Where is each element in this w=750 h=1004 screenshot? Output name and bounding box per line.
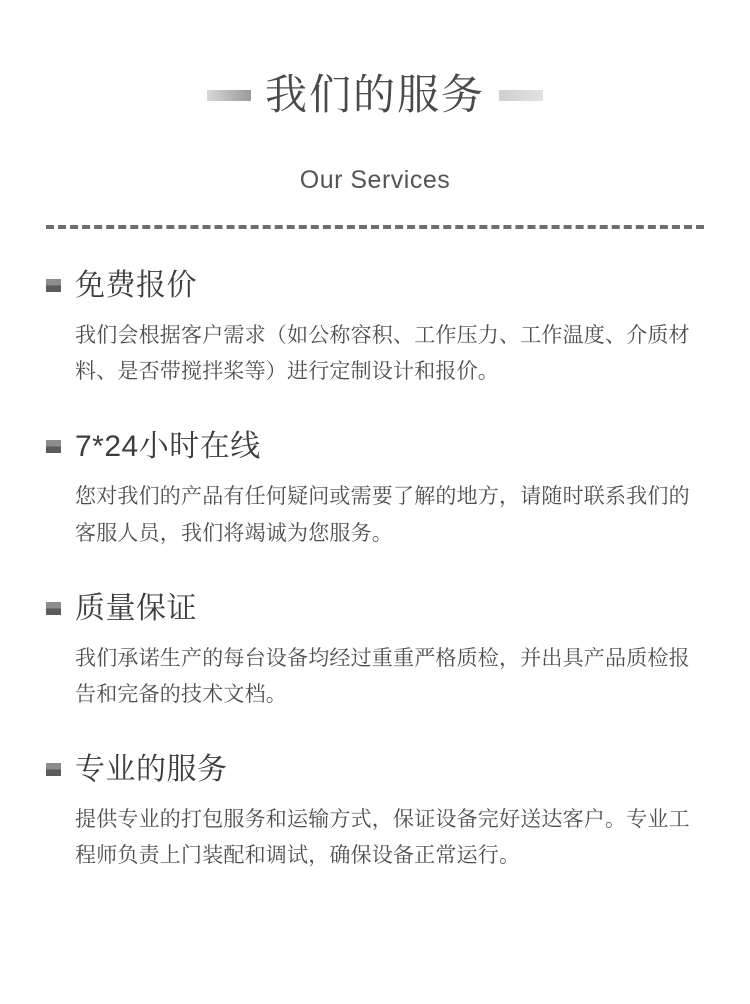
service-description-text: 提供专业的打包服务和运输方式，保证设备完好送达客户。专业工程师负责上门装配和调试，确保设备正常运行。 — [75, 807, 690, 868]
service-title: 质量保证 — [75, 591, 197, 625]
service-heading — [46, 430, 704, 463]
service-heading — [46, 592, 704, 625]
service-description-text: 我们承诺生产的每台设备均经过重重严格质检，并出具产品质检报告和完备的技术文档。 — [75, 646, 690, 706]
page-title: 我们的服务 — [264, 71, 485, 119]
service-heading — [46, 269, 704, 302]
dashed-divider — [46, 225, 704, 229]
decorative-bar-right-icon — [499, 90, 543, 101]
service-item — [46, 753, 704, 874]
service-item — [46, 592, 704, 713]
service-description-text: 您对我们的产品有任何疑问或需要了解的地方，请随时联系我们的客服人员，我们将竭诚为您服务。 — [75, 485, 690, 545]
service-title: 免费报价 — [75, 269, 197, 303]
service-description — [46, 318, 704, 390]
page-header — [46, 0, 704, 229]
service-description — [46, 641, 704, 713]
services-list — [46, 269, 704, 874]
service-heading — [46, 753, 704, 786]
page-subtitle: Our Services — [299, 166, 451, 195]
square-bullet-icon — [46, 763, 61, 776]
service-item — [46, 430, 704, 551]
page-title-row — [46, 46, 704, 144]
service-description — [46, 479, 704, 551]
service-description — [46, 802, 704, 874]
service-title: 7*24小时在线 — [75, 430, 261, 464]
service-title: 专业的服务 — [75, 752, 228, 786]
service-description-text: 我们会根据客户需求（如公称容积、工作压力、工作温度、介质材料、是否带搅拌桨等）进行定制设计和报价。 — [75, 324, 690, 384]
square-bullet-icon — [46, 602, 61, 615]
service-item — [46, 269, 704, 390]
decorative-bar-left-icon — [207, 90, 251, 101]
square-bullet-icon — [46, 279, 61, 292]
square-bullet-icon — [46, 440, 61, 453]
